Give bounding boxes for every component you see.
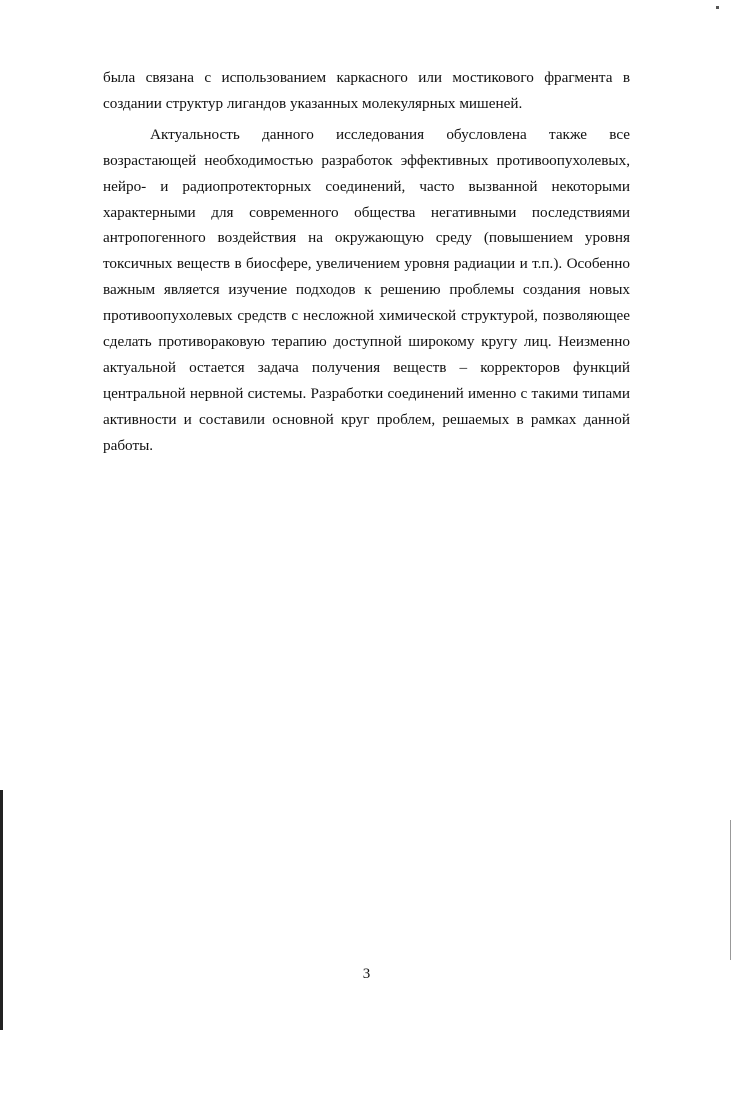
scan-artifact bbox=[716, 6, 719, 9]
body-text bbox=[103, 65, 630, 459]
paragraph: была связана с использованием каркасного или мостикового фрагмента в создании структур лигандов указанных молекулярных мишеней. bbox=[103, 69, 630, 112]
paragraph: Актуальность данного исследования обусловлена также все возрастающей необходимостью разработок эффективных противоопухолевых, нейро- и радиопротекторных соединений, часто вызванной некоторыми характерными для современного общества негативными последствиями антропогенного воздействия на окружающую среду (повышением уровня токсичных веществ в биосфере, увеличением уровня радиации и т.п.). Особенно важным является изучение подходов к решению проблемы создания новых противоопухолевых средств с несложной химической структурой, позволяющее сделать противораковую терапию доступной широкому кругу лиц. Неизменно актуальной остается задача получения веществ – корректоров функций центральной нервной системы. Разработки соединений именно с такими типами активности и составили основной круг проблем, решаемых в рамках данной работы. bbox=[103, 125, 630, 454]
scan-edge-artifact bbox=[730, 820, 731, 960]
page-number: 3 bbox=[362, 966, 371, 982]
scan-edge-artifact bbox=[0, 790, 3, 1030]
